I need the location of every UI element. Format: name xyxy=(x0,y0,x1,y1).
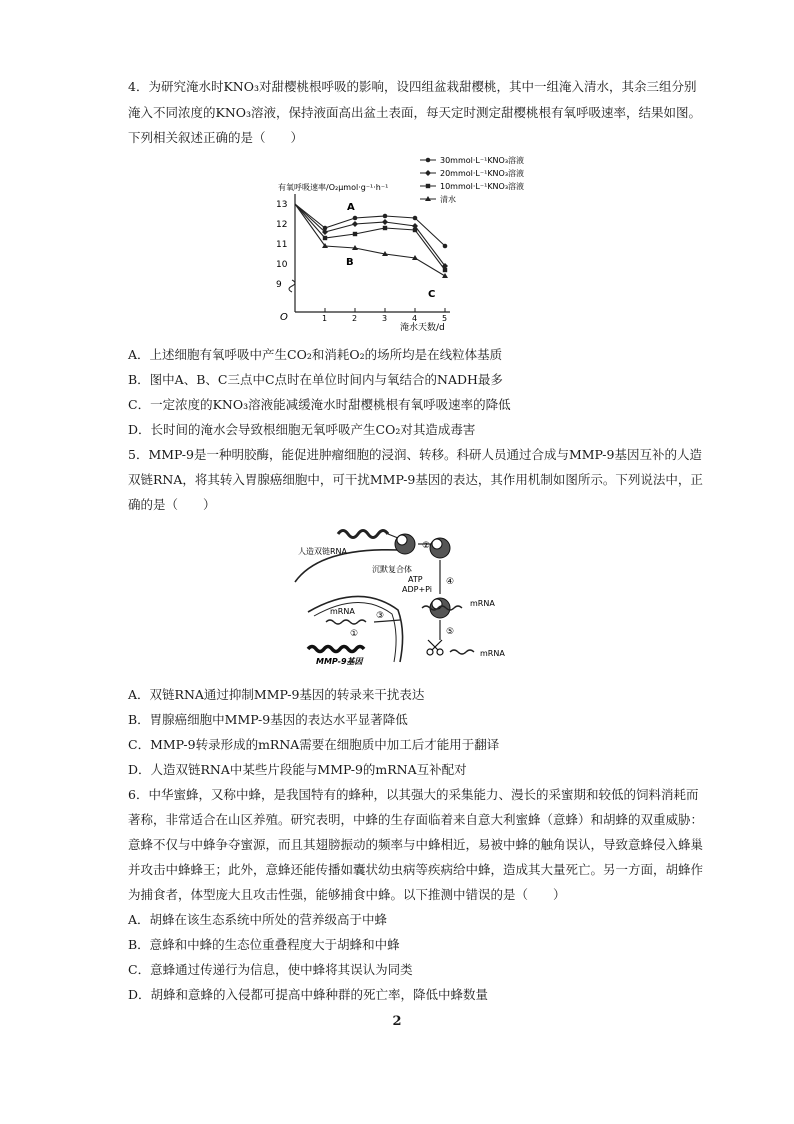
scissors-icon xyxy=(427,640,443,655)
q4-stem-line-1: 4．为研究淹水时KNO₃对甜樱桃根呼吸的影响，设四组盆栽甜樱桃，其中一组淹入清水，其余三组分别 xyxy=(128,79,697,94)
step-1: ① xyxy=(350,629,359,639)
legend-label-0: 30mmol·L⁻¹KNO₃溶液 xyxy=(440,156,525,165)
step-4: ④ xyxy=(446,577,455,587)
label-mrna-bound: mRNA xyxy=(470,599,495,608)
page-number: 2 xyxy=(392,1014,402,1029)
rnai-mechanism-diagram xyxy=(290,512,530,672)
series-3-point-5 xyxy=(442,273,448,278)
chart-x-ticks xyxy=(322,308,447,323)
legend-marker-1 xyxy=(425,170,431,176)
q4-stem-line-2: 淹入不同浓度的KNO₃溶液，保持液面高出盆土表面，每天定时测定甜樱桃根有氧呼吸速率，结果如图。 xyxy=(128,105,702,120)
annotation-a: A xyxy=(347,202,355,213)
q6-stem-line-3: 意蜂不仅与中蜂争夺蜜源，而且其翅膀振动的频率与中蜂相近，易被中蜂的触角误认，导致意蜂侵入蜂巢 xyxy=(128,837,704,852)
silencing-complex-2b xyxy=(432,539,442,549)
label-artificial-dsrna: 人造双链RNA xyxy=(298,547,348,556)
x-tick-label-2: 2 xyxy=(352,314,358,323)
series-2-point-5 xyxy=(443,268,447,272)
q4-option-a: A．上述细胞有氧呼吸中产生CO₂和消耗O₂的场所均是在线粒体基质 xyxy=(128,347,503,362)
q5-option-d: D．人造双链RNA中某些片段能与MMP-9的mRNA互补配对 xyxy=(128,762,467,777)
chart-y-ticks xyxy=(276,200,288,290)
label-adp: ADP+Pi xyxy=(402,585,433,594)
q4-stem-line-3: 下列相关叙述正确的是（ ） xyxy=(128,130,304,145)
q5-stem-line-2: 双链RNA，将其转入胃腺癌细胞中，可干扰MMP-9基因的表达，其作用机制如图所示。下列说法中，正 xyxy=(128,472,703,487)
q5-option-a: A．双链RNA通过抑制MMP-9基因的转录来干扰表达 xyxy=(128,687,425,702)
y-tick-label-11: 11 xyxy=(276,240,288,250)
legend-label-2: 10mmol·L⁻¹KNO₃溶液 xyxy=(440,182,525,191)
q6-stem-line-1: 6．中华蜜蜂，又称中蜂，是我国特有的蜂种，以其强大的采集能力、漫长的采蜜期和较低的饲料消耗而 xyxy=(128,787,699,802)
legend-label-3: 清水 xyxy=(440,195,456,204)
double-stranded-rna xyxy=(338,531,388,538)
nuclear-mrna xyxy=(326,620,366,624)
series-1-point-3 xyxy=(382,219,388,225)
legend-marker-0 xyxy=(426,158,431,163)
q6-stem-line-2: 著称，非常适合在山区养殖。研究表明，中蜂的生存面临着来自意大利蜜蜂（意蜂）和胡蜂的双重威胁： xyxy=(128,812,704,827)
label-mrna-cleaved: mRNA xyxy=(480,649,505,658)
label-atp: ATP xyxy=(408,575,423,584)
y-tick-label-10: 10 xyxy=(276,260,288,270)
series-line-2 xyxy=(295,204,445,270)
y-tick-label-12: 12 xyxy=(276,220,288,230)
q6-option-a: A．胡蜂在该生态系统中所处的营养级高于中蜂 xyxy=(128,912,388,927)
x-tick-label-4: 4 xyxy=(412,314,418,323)
gene-dna xyxy=(308,647,364,652)
q6-option-b: B．意蜂和中蜂的生态位重叠程度大于胡蜂和中蜂 xyxy=(128,937,400,952)
cleaved-mrna xyxy=(450,650,474,654)
series-2-point-2 xyxy=(353,232,357,236)
step-5: ⑤ xyxy=(446,627,455,637)
chart-origin: O xyxy=(280,312,288,323)
q5-option-b: B．胃腺癌细胞中MMP-9基因的表达水平显著降低 xyxy=(128,712,408,727)
label-mrna-nucleus: mRNA xyxy=(330,607,355,616)
series-2-point-1 xyxy=(323,236,327,240)
q6-stem-line-5: 为捕食者，体型庞大且攻击性强，能够捕食中蜂。以下推测中错误的是（ ） xyxy=(128,887,566,902)
annotation-c: C xyxy=(428,289,436,300)
annotation-b: B xyxy=(346,257,354,268)
chart-series xyxy=(295,204,448,278)
silencing-complex-1b xyxy=(397,535,407,545)
series-0-point-2 xyxy=(353,216,358,221)
series-0-point-4 xyxy=(413,216,418,221)
axis-break-mark xyxy=(289,280,295,292)
x-tick-label-1: 1 xyxy=(322,314,328,323)
label-mmp9-gene: MMP-9基因 xyxy=(316,657,363,666)
x-tick-label-5: 5 xyxy=(442,314,448,323)
label-silencing-complex: 沉默复合体 xyxy=(372,565,412,574)
chart-legend xyxy=(420,155,524,204)
q5-stem-line-1: 5．MMP-9是一种明胶酶，能促进肿瘤细胞的浸润、转移。科研人员通过合成与MMP-9基因互补的人造 xyxy=(128,447,702,462)
legend-marker-2 xyxy=(426,184,430,188)
q4-option-d: D．长时间的淹水会导致根细胞无氧呼吸产生CO₂对其造成毒害 xyxy=(128,422,476,437)
q6-option-d: D．胡蜂和意蜂的入侵都可提高中蜂种群的死亡率，降低中蜂数量 xyxy=(128,987,489,1002)
step-3: ③ xyxy=(376,611,385,621)
step-2: ② xyxy=(422,541,431,551)
q6-option-c: C．意蜂通过传递行为信息，使中蜂将其误认为同类 xyxy=(128,962,413,977)
chart-xlabel: 淹水天数/d xyxy=(400,323,445,333)
q6-stem-line-4: 并攻击中蜂蜂王；此外，意蜂还能传播如囊状幼虫病等疾病给中蜂，造成其大量死亡。另一方面，胡蜂作 xyxy=(128,862,704,877)
legend-label-1: 20mmol·L⁻¹KNO₃溶液 xyxy=(440,169,525,178)
silencing-complex-3b xyxy=(432,599,442,609)
q4-option-b: B．图中A、B、C三点中C点时在单位时间内与氧结合的NADH最多 xyxy=(128,372,503,387)
q4-option-c: C．一定浓度的KNO₃溶液能减缓淹水时甜樱桃根有氧呼吸速率的降低 xyxy=(128,397,511,412)
y-tick-label-13: 13 xyxy=(276,200,288,210)
series-1-point-2 xyxy=(352,221,358,227)
q5-option-c: C．MMP-9转录形成的mRNA需要在细胞质中加工后才能用于翻译 xyxy=(128,737,500,752)
arrow-to-complex xyxy=(388,534,398,538)
x-tick-label-3: 3 xyxy=(382,314,388,323)
series-2-point-4 xyxy=(413,228,417,232)
q5-stem-line-3: 确的是（ ） xyxy=(128,497,216,512)
chart-ylabel: 有氧呼吸速率/O₂μmol·g⁻¹·h⁻¹ xyxy=(278,183,389,192)
y-tick-label-9: 9 xyxy=(276,280,282,290)
series-2-point-3 xyxy=(383,226,387,230)
series-0-point-3 xyxy=(383,214,388,219)
respiration-chart xyxy=(270,152,540,334)
series-0-point-5 xyxy=(443,244,448,249)
